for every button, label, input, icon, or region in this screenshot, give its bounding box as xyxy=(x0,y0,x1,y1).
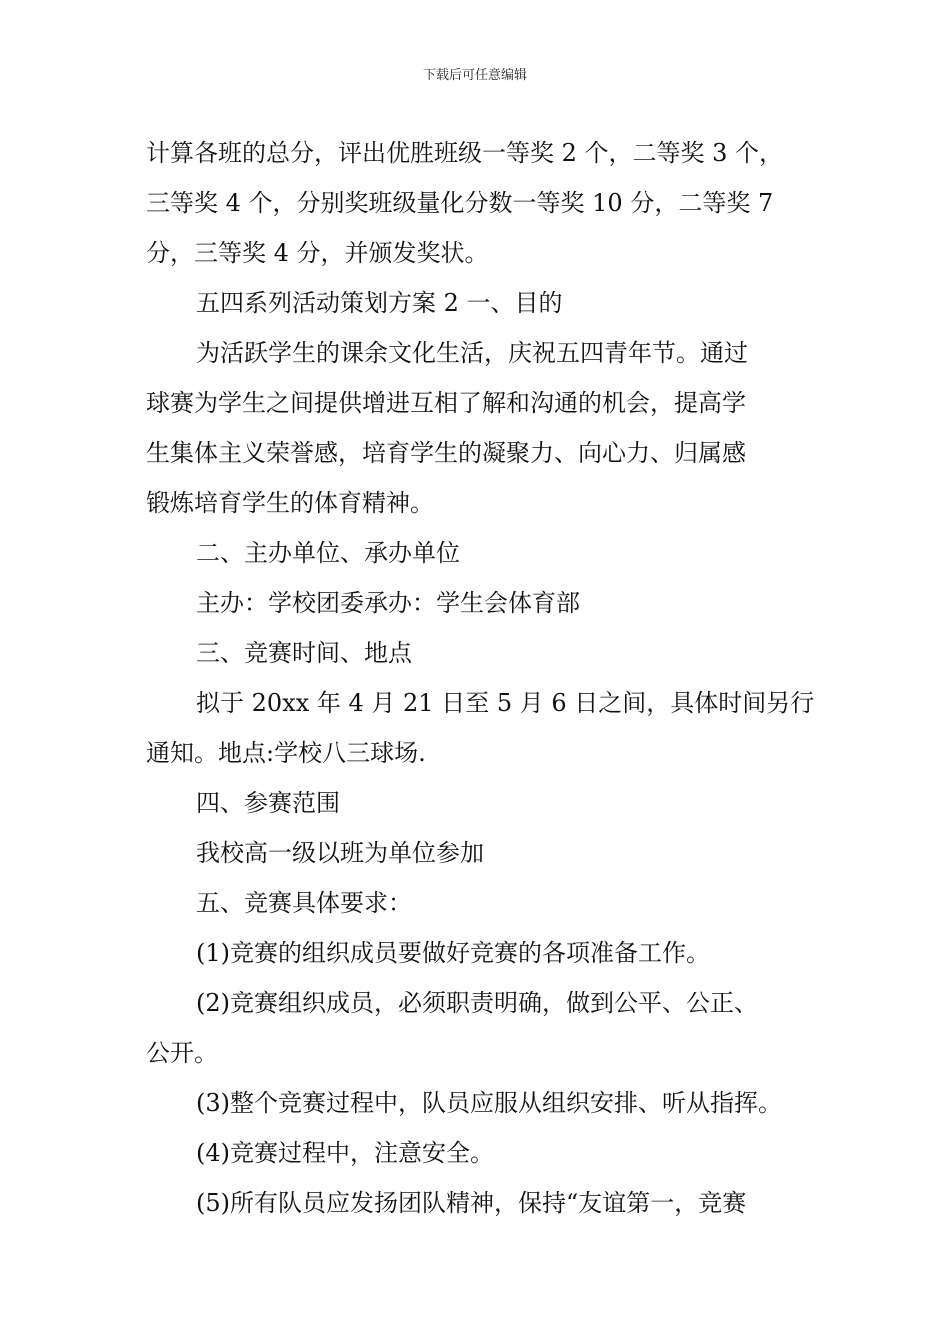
list-item: (5)所有队员应发扬团队精神，保持“友谊第一，竞赛 xyxy=(196,1189,747,1217)
text-line: 生集体主义荣誉感，培育学生的凝聚力、向心力、归属感 xyxy=(146,439,746,467)
text-line: 通知。地点:学校八三球场. xyxy=(146,739,426,767)
page-header: 下载后可任意编辑 xyxy=(422,68,527,83)
text-line: 分，三等奖 4 分，并颁发奖状。 xyxy=(146,239,489,267)
text-line: 我校高一级以班为单位参加 xyxy=(196,839,484,867)
text-line: 主办：学校团委承办：学生会体育部 xyxy=(196,589,580,617)
section-heading: 二、主办单位、承办单位 xyxy=(196,539,460,567)
section-heading: 四、参赛范围 xyxy=(196,789,340,817)
list-item: (4)竞赛过程中，注意安全。 xyxy=(196,1139,494,1167)
list-item: (1)竞赛的组织成员要做好竞赛的各项准备工作。 xyxy=(196,939,710,967)
section-heading: 五四系列活动策划方案 2 一、目的 xyxy=(196,289,563,317)
text-line: 球赛为学生之间提供增进互相了解和沟通的机会，提高学 xyxy=(146,389,746,417)
document-body xyxy=(146,128,815,1228)
list-item: (3)整个竞赛过程中，队员应服从组织安排、听从指挥。 xyxy=(196,1089,782,1117)
text-line: 拟于 20xx 年 4 月 21 日至 5 月 6 日之间，具体时间另行 xyxy=(196,689,815,717)
section-heading: 三、竞赛时间、地点 xyxy=(196,639,412,667)
text-line: 三等奖 4 个，分别奖班级量化分数一等奖 10 分，二等奖 7 xyxy=(146,189,774,217)
text-line: 公开。 xyxy=(146,1039,218,1067)
text-line: 计算各班的总分，评出优胜班级一等奖 2 个，二等奖 3 个， xyxy=(146,139,784,167)
text-line: 锻炼培育学生的体育精神。 xyxy=(146,489,434,517)
text-line: 为活跃学生的课余文化生活，庆祝五四青年节。通过 xyxy=(196,339,748,367)
section-heading: 五、竞赛具体要求： xyxy=(196,889,412,917)
list-item: (2)竞赛组织成员，必须职责明确，做到公平、公正、 xyxy=(196,989,758,1017)
